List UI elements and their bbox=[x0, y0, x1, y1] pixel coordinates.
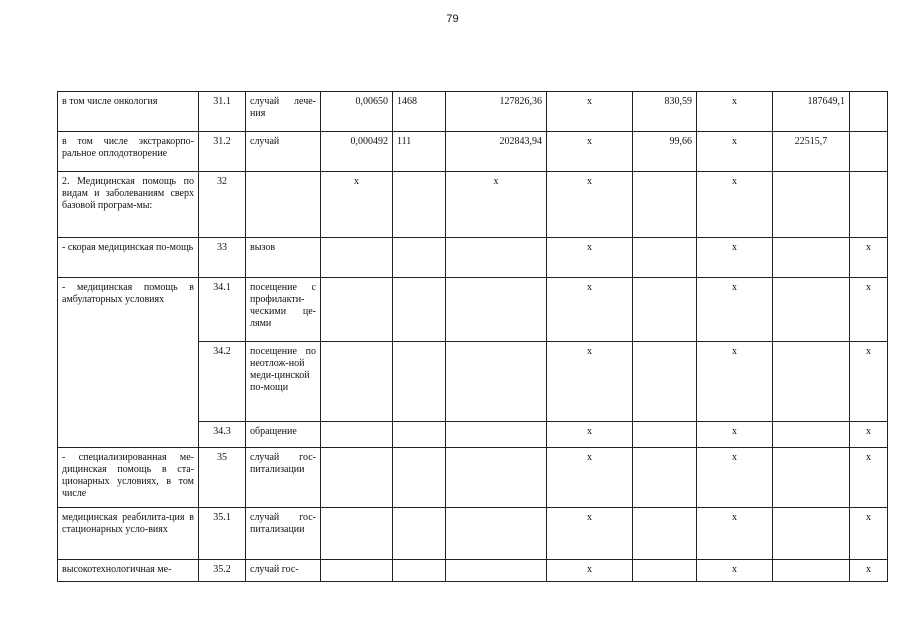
row-value-cell bbox=[850, 132, 888, 172]
row-value-cell: х bbox=[850, 560, 888, 582]
row-value-cell bbox=[633, 238, 697, 278]
row-value-cell: 127826,36 bbox=[446, 92, 547, 132]
row-value-cell bbox=[393, 448, 446, 508]
row-value-cell: 111 bbox=[393, 132, 446, 172]
row-value-cell bbox=[446, 508, 547, 560]
row-unit-cell: случай bbox=[246, 132, 321, 172]
row-value-cell: 830,59 bbox=[633, 92, 697, 132]
row-value-cell bbox=[446, 422, 547, 448]
row-value-cell: х bbox=[547, 422, 633, 448]
row-value-cell: х bbox=[697, 92, 773, 132]
row-value-cell: х bbox=[547, 560, 633, 582]
row-value-cell bbox=[393, 172, 446, 238]
row-value-cell: х bbox=[850, 238, 888, 278]
row-value-cell bbox=[321, 278, 393, 342]
table-row bbox=[58, 278, 888, 342]
financing-table bbox=[57, 91, 888, 582]
row-value-cell bbox=[393, 560, 446, 582]
row-value-cell: х bbox=[547, 172, 633, 238]
row-value-cell: х bbox=[697, 278, 773, 342]
row-value-cell: х bbox=[697, 422, 773, 448]
row-value-cell bbox=[321, 508, 393, 560]
row-value-cell bbox=[773, 238, 850, 278]
row-value-cell: х bbox=[697, 508, 773, 560]
row-value-cell bbox=[773, 172, 850, 238]
row-value-cell: х bbox=[697, 448, 773, 508]
row-name-cell: 2. Медицинская помощь по видам и заболеваниям сверх базовой програм-мы: bbox=[58, 172, 199, 238]
table-row bbox=[58, 560, 888, 582]
row-name-cell: в том числе экстракорпо-ральное оплодотворение bbox=[58, 132, 199, 172]
row-number-cell: 34.1 bbox=[199, 278, 246, 342]
row-unit-cell: случай гос-питализации bbox=[246, 448, 321, 508]
row-value-cell bbox=[321, 448, 393, 508]
row-value-cell bbox=[773, 448, 850, 508]
row-value-cell: х bbox=[850, 422, 888, 448]
row-value-cell bbox=[446, 560, 547, 582]
row-unit-cell: вызов bbox=[246, 238, 321, 278]
row-value-cell: 0,000492 bbox=[321, 132, 393, 172]
table-row bbox=[58, 238, 888, 278]
row-value-cell bbox=[321, 238, 393, 278]
row-value-cell: х bbox=[547, 132, 633, 172]
row-value-cell bbox=[321, 422, 393, 448]
row-value-cell bbox=[850, 172, 888, 238]
row-number-cell: 35 bbox=[199, 448, 246, 508]
row-unit-cell bbox=[246, 172, 321, 238]
row-value-cell bbox=[633, 448, 697, 508]
row-name-cell: в том числе онкология bbox=[58, 92, 199, 132]
row-value-cell bbox=[321, 342, 393, 422]
row-value-cell: х bbox=[547, 278, 633, 342]
row-number-cell: 32 bbox=[199, 172, 246, 238]
row-name-cell: - медицинская помощь в амбулаторных условиях bbox=[58, 278, 199, 448]
row-unit-cell: посещение по неотлож-ной меди-цинской по-мощи bbox=[246, 342, 321, 422]
table-row bbox=[58, 508, 888, 560]
row-value-cell: х bbox=[697, 342, 773, 422]
row-value-cell: х bbox=[850, 448, 888, 508]
row-value-cell bbox=[773, 422, 850, 448]
row-value-cell bbox=[773, 560, 850, 582]
page-number: 79 bbox=[446, 13, 459, 25]
row-number-cell: 35.2 bbox=[199, 560, 246, 582]
row-value-cell bbox=[633, 508, 697, 560]
row-value-cell bbox=[446, 278, 547, 342]
row-value-cell bbox=[633, 278, 697, 342]
row-value-cell bbox=[446, 342, 547, 422]
row-value-cell: х bbox=[697, 132, 773, 172]
row-value-cell: х bbox=[697, 560, 773, 582]
row-value-cell: 187649,1 bbox=[773, 92, 850, 132]
row-name-cell: - специализированная ме-дицинская помощь в ста-ционарных условиях, в том числе bbox=[58, 448, 199, 508]
row-value-cell bbox=[393, 238, 446, 278]
row-value-cell: х bbox=[547, 342, 633, 422]
row-value-cell bbox=[446, 448, 547, 508]
row-value-cell: 1468 bbox=[393, 92, 446, 132]
row-name-cell: высокотехнологичная ме- bbox=[58, 560, 199, 582]
row-value-cell bbox=[633, 422, 697, 448]
row-number-cell: 34.2 bbox=[199, 342, 246, 422]
row-value-cell bbox=[393, 508, 446, 560]
row-value-cell: х bbox=[850, 342, 888, 422]
row-value-cell bbox=[850, 92, 888, 132]
row-value-cell: х bbox=[850, 508, 888, 560]
row-value-cell: х bbox=[547, 92, 633, 132]
row-value-cell: 22515,7 bbox=[773, 132, 850, 172]
row-unit-cell: случай лече-ния bbox=[246, 92, 321, 132]
row-number-cell: 33 bbox=[199, 238, 246, 278]
row-value-cell: 99,66 bbox=[633, 132, 697, 172]
row-value-cell: х bbox=[446, 172, 547, 238]
table-row bbox=[58, 92, 888, 132]
row-number-cell: 31.2 bbox=[199, 132, 246, 172]
row-value-cell: 0,00650 bbox=[321, 92, 393, 132]
table-row bbox=[58, 448, 888, 508]
table-row bbox=[58, 132, 888, 172]
row-number-cell: 31.1 bbox=[199, 92, 246, 132]
row-unit-cell: обращение bbox=[246, 422, 321, 448]
row-value-cell: х bbox=[850, 278, 888, 342]
row-value-cell: х bbox=[547, 238, 633, 278]
row-unit-cell: случай гос-питализации bbox=[246, 508, 321, 560]
row-value-cell: х bbox=[697, 238, 773, 278]
row-value-cell bbox=[773, 278, 850, 342]
row-value-cell bbox=[773, 342, 850, 422]
row-value-cell: х bbox=[547, 448, 633, 508]
row-value-cell bbox=[321, 560, 393, 582]
row-unit-cell: случай гос- bbox=[246, 560, 321, 582]
row-value-cell bbox=[633, 560, 697, 582]
row-value-cell bbox=[633, 172, 697, 238]
row-value-cell bbox=[446, 238, 547, 278]
row-value-cell: х bbox=[697, 172, 773, 238]
row-value-cell bbox=[393, 342, 446, 422]
row-value-cell bbox=[633, 342, 697, 422]
table-row bbox=[58, 172, 888, 238]
row-value-cell: х bbox=[321, 172, 393, 238]
row-name-cell: медицинская реабилита-ция в стационарных усло-виях bbox=[58, 508, 199, 560]
row-name-cell: - скорая медицинская по-мощь bbox=[58, 238, 199, 278]
row-unit-cell: посещение с профилакти-ческими це-лями bbox=[246, 278, 321, 342]
row-value-cell: х bbox=[547, 508, 633, 560]
row-value-cell bbox=[773, 508, 850, 560]
row-value-cell bbox=[393, 278, 446, 342]
row-number-cell: 35.1 bbox=[199, 508, 246, 560]
row-value-cell bbox=[393, 422, 446, 448]
row-number-cell: 34.3 bbox=[199, 422, 246, 448]
row-value-cell: 202843,94 bbox=[446, 132, 547, 172]
